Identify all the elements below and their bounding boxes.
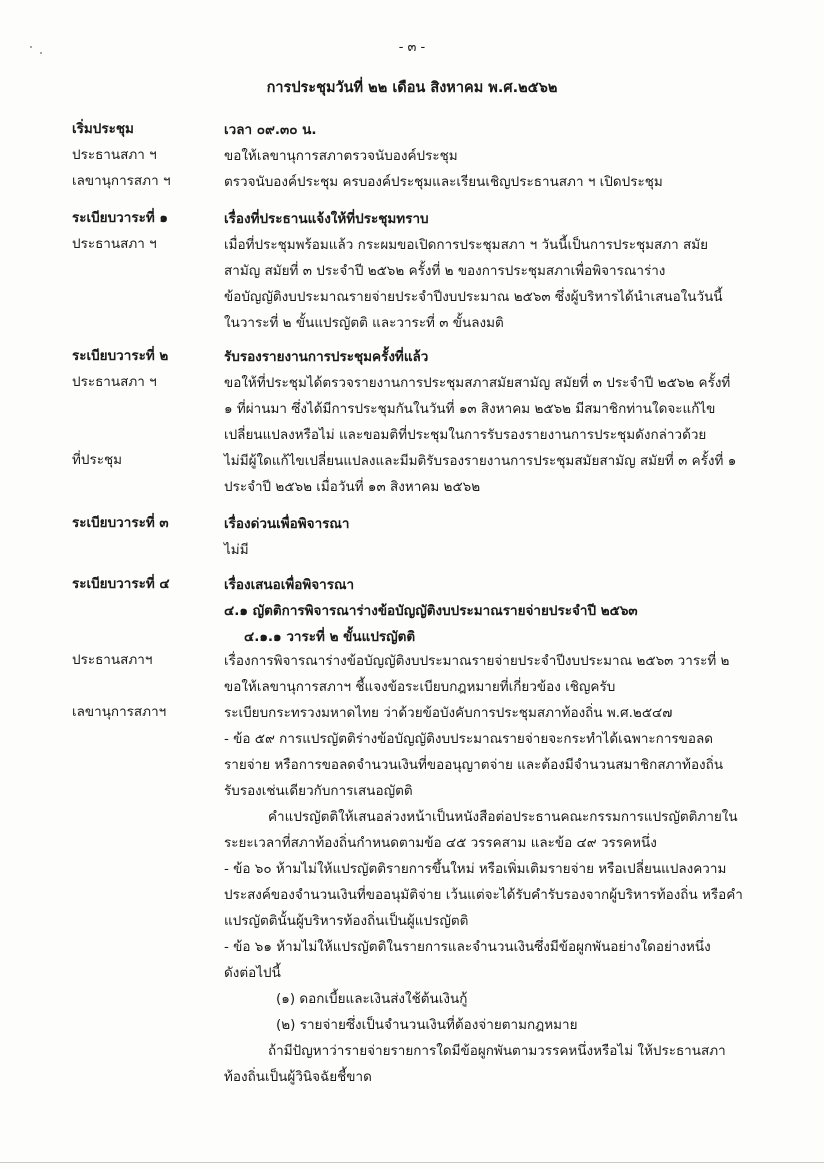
- text-line: ขอให้ที่ประชุมได้ตรวจรายงานการประชุมสภาสมัยสามัญ สมัยที่ ๓ ประจำปี ๒๕๖๒ ครั้งที่: [224, 375, 731, 391]
- content-chairman-3: [224, 370, 760, 448]
- text-line: ประจำปี ๒๕๖๒ เมื่อวันที่ ๑๓ สิงหาคม ๒๕๖๒: [224, 479, 481, 495]
- text-line: ถ้ามีปัญหาว่ารายจ่ายรายการใดมีข้อผูกพันตามวรรคหนึ่งหรือไม่ ให้ประธานสภา: [268, 1043, 726, 1059]
- text-line: สามัญ สมัยที่ ๓ ประจำปี ๒๕๖๒ ครั้งที่ ๒ ของการประชุมสภาเพื่อพิจารณาร่าง: [224, 263, 666, 279]
- content-meeting-start: [224, 117, 760, 143]
- list-item: (๑) ดอกเบี้ยและเงินส่งใช้ต้นเงินกู้: [276, 991, 468, 1007]
- meeting-title: การประชุมวันที่ ๒๒ เดือน สิงหาคม พ.ศ.๒๕๖๒: [266, 80, 558, 96]
- text-line: ๑ ที่ผ่านมา ซึ่งได้มีการประชุมกันในวันที่ ๑๓ สิงหาคม ๒๕๖๒ มีสมาชิกท่านใดจะแก้ไข: [224, 401, 716, 417]
- text-line: ดังต่อไปนี้: [224, 965, 281, 981]
- page-number: - ๓ -: [398, 40, 426, 55]
- content-chairman-2: [224, 232, 760, 336]
- label-chairman: ประธานสภาฯ: [72, 652, 153, 668]
- content-chairman-4: [224, 648, 760, 700]
- label-chairman: ประธานสภา ฯ: [72, 374, 157, 390]
- agenda-heading: รับรองรายงานการประชุมครั้งที่แล้ว: [224, 349, 429, 365]
- label-chairman: ประธานสภา ฯ: [72, 147, 157, 163]
- content-secretary-1: [224, 169, 760, 195]
- text-line: รายจ่าย หรือการขอลดจำนวนเงินที่ขออนุญาตจ่าย และต้องมีจำนวนสมาชิกสภาท้องถิ่น: [224, 757, 724, 773]
- text-line: ระยะเวลาที่สภาท้องถิ่นกำหนดตามข้อ ๔๕ วรรคสาม และข้อ ๔๙ วรรคหนึ่ง: [224, 835, 657, 851]
- agenda-heading: เรื่องด่วนเพื่อพิจารณา: [224, 516, 350, 532]
- text-line: เปลี่ยนแปลงหรือไม่ และขอมติที่ประชุมในการรับรองรายงานการประชุมดังกล่าวด้วย: [224, 427, 707, 443]
- text-line: ขอให้เลขานุการสภาฯ ชี้แจงข้อระเบียบกฎหมายที่เกี่ยวข้อง เชิญครับ: [224, 679, 616, 695]
- label-agenda-2: ระเบียบวาระที่ ๒: [72, 348, 169, 364]
- label-meeting-start: เริ่มประชุม: [72, 121, 134, 137]
- subheading: ๔.๑ ญัตติการพิจารณาร่างข้อบัญญัติงบประมาณรายจ่ายประจำปี ๒๕๖๓: [224, 603, 638, 619]
- text-line: ระเบียบกระทรวงมหาดไทย ว่าด้วยข้อบังคับการประชุมสภาท้องถิ่น พ.ศ.๒๕๔๗: [224, 705, 673, 721]
- label-agenda-4: ระเบียบวาระที่ ๔: [72, 576, 170, 592]
- text-line: เวลา ๐๙.๓๐ น.: [224, 122, 317, 138]
- text-line: - ข้อ ๕๙ การแปรญัตติร่างข้อบัญญัติงบประมาณรายจ่ายจะกระทำได้เฉพาะการขอลด: [224, 731, 714, 747]
- text-line: ในวาระที่ ๒ ขั้นแปรญัตติ และวาระที่ ๓ ขั้นลงมติ: [224, 315, 504, 331]
- label-agenda-3: ระเบียบวาระที่ ๓: [72, 515, 169, 531]
- content-agenda-1: [224, 206, 760, 232]
- agenda-heading: เรื่องเสนอเพื่อพิจารณา: [224, 577, 355, 593]
- subheading: ๔.๑.๑ วาระที่ ๒ ขั้นแปรญัตติ: [244, 629, 416, 645]
- content-agenda-4: [224, 572, 760, 650]
- list-item: (๒) รายจ่ายซึ่งเป็นจำนวนเงินที่ต้องจ่ายตามกฎหมาย: [276, 1017, 578, 1033]
- text-line: ข้อบัญญัติงบประมาณรายจ่ายประจำปีงบประมาณ ๒๕๖๓ ซึ่งผู้บริหารได้นำเสนอในวันนี้: [224, 289, 723, 305]
- text-line: ไม่มีผู้ใดแก้ไขเปลี่ยนแปลงและมีมติรับรองรายงานการประชุมสมัยสามัญ สมัยที่ ๓ ครั้งที่ ๑: [224, 453, 737, 469]
- text-line: - ข้อ ๖๑ ห้ามไม่ให้แปรญัตติในรายการและจำนวนเงินซึ่งมีข้อผูกพันอย่างใดอย่างหนึ่ง: [224, 939, 711, 955]
- text-line: ท้องถิ่นเป็นผู้วินิจฉัยชี้ขาด: [224, 1069, 372, 1085]
- label-secretary: เลขานุการสภาฯ: [72, 704, 167, 720]
- text-line: ขอให้เลขานุการสภาตรวจนับองค์ประชุม: [224, 148, 458, 164]
- label-assembly: ที่ประชุม: [72, 452, 123, 468]
- label-secretary: เลขานุการสภา ฯ: [72, 173, 171, 189]
- text-line: แปรญัตตินั้นผู้บริหารท้องถิ่นเป็นผู้แปรญัตติ: [224, 913, 469, 929]
- agenda-heading: เรื่องที่ประธานแจ้งให้ที่ประชุมทราบ: [224, 211, 429, 227]
- text-line: เรื่องการพิจารณาร่างข้อบัญญัติงบประมาณรายจ่ายประจำปีงบประมาณ ๒๕๖๓ วาระที่ ๒: [224, 653, 730, 669]
- content-assembly: [224, 448, 760, 500]
- text-line: ตรวจนับองค์ประชุม ครบองค์ประชุมและเรียนเชิญประธานสภา ฯ เปิดประชุม: [224, 174, 663, 190]
- content-secretary-2: [224, 700, 760, 1090]
- text-line: ไม่มี: [224, 542, 249, 558]
- scan-edge-line: [0, 1162, 824, 1163]
- content-agenda-2: [224, 344, 760, 370]
- text-line: รับรองเช่นเดียวกับการเสนอญัตติ: [224, 783, 413, 799]
- content-chairman-1: [224, 143, 760, 169]
- text-line: ประสงค์ของจำนวนเงินที่ขออนุมัติจ่าย เว้นแต่จะได้รับคำรับรองจากผู้บริหารท้องถิ่น หรือคำ: [224, 887, 743, 903]
- label-chairman: ประธานสภา ฯ: [72, 236, 157, 252]
- text-line: คำแปรญัตติให้เสนอล่วงหน้าเป็นหนังสือต่อประธานคณะกรรมการแปรญัตติภายใน: [268, 809, 738, 825]
- label-agenda-1: ระเบียบวาระที่ ๑: [72, 210, 168, 226]
- text-line: เมื่อที่ประชุมพร้อมแล้ว กระผมขอเปิดการประชุมสภา ฯ วันนี้เป็นการประชุมสภา สมัย: [224, 237, 709, 253]
- text-line: - ข้อ ๖๐ ห้ามไม่ให้แปรญัตติรายการขึ้นใหม่ หรือเพิ่มเติมรายจ่าย หรือเปลี่ยนแปลงความ: [224, 861, 727, 877]
- content-agenda-3: [224, 511, 760, 563]
